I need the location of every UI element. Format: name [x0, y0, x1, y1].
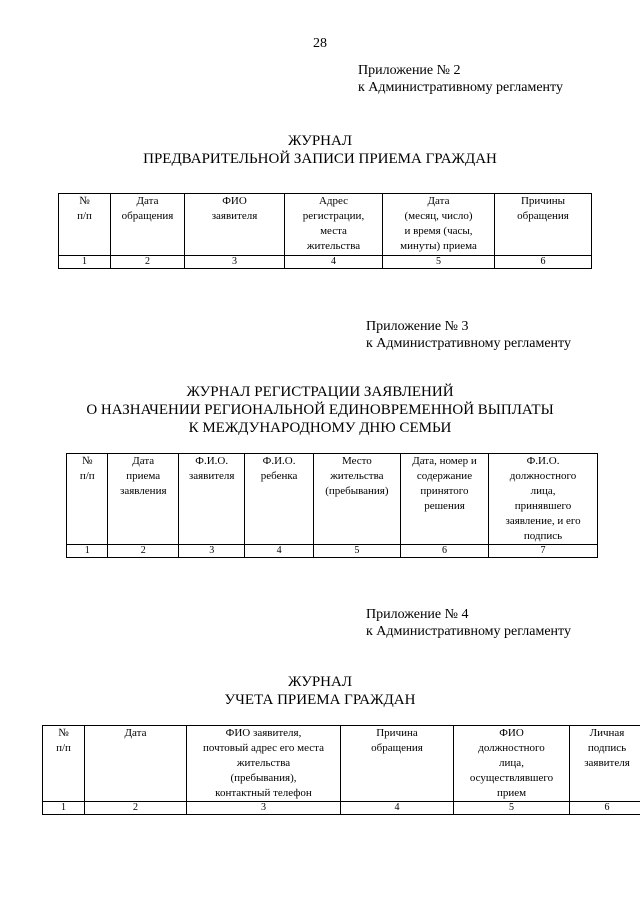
- appendix-3-caption: [366, 318, 571, 352]
- column-number: 4: [341, 802, 454, 815]
- column-header-date: Дата: [85, 726, 187, 802]
- column-number: 3: [187, 802, 341, 815]
- column-number: 6: [570, 802, 640, 815]
- column-number: 1: [43, 802, 85, 815]
- journal-3-title-line: ЖУРНАЛ: [287, 674, 353, 690]
- column-number: 4: [245, 545, 313, 558]
- column-number: 1: [67, 545, 108, 558]
- journal-2-table: [66, 453, 598, 558]
- column-number: 6: [495, 256, 592, 269]
- journal-3-table: [42, 725, 640, 815]
- column-header-request-date: Дата обращения: [111, 194, 185, 256]
- column-number: 4: [285, 256, 383, 269]
- appendix-2-reference: к Административному регламенту: [358, 80, 563, 95]
- column-header-residence: Место жительства (пребывания): [313, 454, 400, 545]
- journal-2-title: [0, 383, 640, 437]
- journal-2-title-line: О НАЗНАЧЕНИИ РЕГИОНАЛЬНОЙ ЕДИНОВРЕМЕННОЙ ВЫПЛАТЫ: [86, 402, 554, 418]
- column-number: 3: [185, 256, 285, 269]
- column-header-reason: Причина обращения: [341, 726, 454, 802]
- column-header-decision: Дата, номер и содержание принятого решения: [400, 454, 488, 545]
- column-header-number: № п/п: [43, 726, 85, 802]
- column-header-applicant-name: ФИО заявителя: [185, 194, 285, 256]
- column-header-signature: Личная подпись заявителя: [570, 726, 640, 802]
- column-number: 3: [179, 545, 245, 558]
- column-number: 7: [489, 545, 598, 558]
- appendix-4-label: Приложение № 4: [366, 607, 469, 622]
- column-header-number: № п/п: [59, 194, 111, 256]
- journal-1-table: [58, 193, 592, 269]
- column-header-receipt-date: Дата приема заявления: [108, 454, 179, 545]
- journal-2-title-line: К МЕЖДУНАРОДНОМУ ДНЮ СЕМЬИ: [188, 420, 452, 436]
- journal-1-title-line: ПРЕДВАРИТЕЛЬНОЙ ЗАПИСИ ПРИЕМА ГРАЖДАН: [143, 151, 497, 167]
- column-number: 5: [454, 802, 570, 815]
- column-number: 2: [111, 256, 185, 269]
- table-numbering-row: [59, 256, 592, 269]
- journal-1-title: [0, 132, 640, 168]
- journal-1-title-line: ЖУРНАЛ: [287, 133, 353, 149]
- appendix-4-reference: к Административному регламенту: [366, 624, 571, 639]
- page-number: 28: [313, 36, 327, 51]
- journal-3-title: [0, 673, 640, 709]
- appendix-4-caption: [366, 606, 571, 640]
- appendix-3-reference: к Административному регламенту: [366, 336, 571, 351]
- table-numbering-row: [43, 802, 640, 815]
- table-header-row: [43, 726, 640, 802]
- column-number: 6: [400, 545, 488, 558]
- column-number: 5: [383, 256, 495, 269]
- table-header-row: [67, 454, 598, 545]
- appendix-3-label: Приложение № 3: [366, 319, 469, 334]
- column-header-appointment-date: Дата (месяц, число) и время (часы, минуты) приема: [383, 194, 495, 256]
- column-number: 2: [85, 802, 187, 815]
- column-number: 1: [59, 256, 111, 269]
- column-header-number: № п/п: [67, 454, 108, 545]
- column-header-reasons: Причины обращения: [495, 194, 592, 256]
- column-number: 2: [108, 545, 179, 558]
- column-number: 5: [313, 545, 400, 558]
- column-header-child-name: Ф.И.О. ребенка: [245, 454, 313, 545]
- journal-3-title-line: УЧЕТА ПРИЕМА ГРАЖДАН: [224, 692, 416, 708]
- appendix-2-caption: [358, 62, 563, 96]
- table-header-row: [59, 194, 592, 256]
- column-header-applicant-contact: ФИО заявителя, почтовый адрес его места жительства (пребывания), контактный телефон: [187, 726, 341, 802]
- table-numbering-row: [67, 545, 598, 558]
- appendix-2-label: Приложение № 2: [358, 63, 461, 78]
- column-header-address: Адрес регистрации, места жительства: [285, 194, 383, 256]
- column-header-applicant-name: Ф.И.О. заявителя: [179, 454, 245, 545]
- column-header-official: Ф.И.О. должностного лица, принявшего заявление, и его подпись: [489, 454, 598, 545]
- journal-2-title-line: ЖУРНАЛ РЕГИСТРАЦИИ ЗАЯВЛЕНИЙ: [186, 384, 454, 400]
- column-header-official: ФИО должностного лица, осуществлявшего прием: [454, 726, 570, 802]
